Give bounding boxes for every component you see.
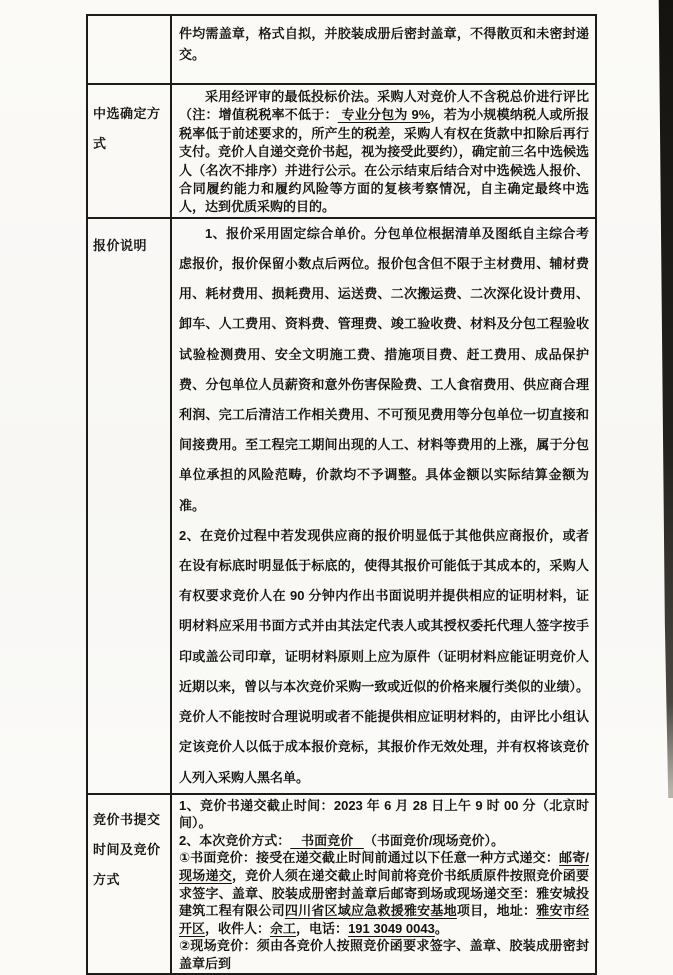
paragraph-selection-determination-method-0 [179, 88, 589, 217]
underlined-text-segment: 雅安市经开区 [179, 903, 589, 936]
text-segment: 1、竞价书递交截止时间：2023 年 6 月 28 日上午 9 时 00 分（北京时间）。 [179, 797, 589, 831]
table-row-continuation-sealing-requirement [87, 15, 596, 84]
row-content-continuation-sealing-requirement [171, 15, 596, 84]
text-segment: 2、在竞价过程中若发现供应商的报价明显低于其他供应商报价，或者在设有标底时明显低于标底的，使得其报价可能低于其成本的，采购人有权要求竞价人在 90 分钟内作出书面说明并提供相应的证明材料，证明材料应采用书面方式并由其法定代表人或其授权委托代理人签字按手印或盖公司印章，证明材料原则上应为原件（证明材料应能证明竞价人近期以来，曾以与本次竞价采购一致或近似的价格来履行类似的业绩）。竞价人不能按时合理说明或者不能提供相应证明材料的，由评比小组认定该竞价人以低于成本报价竞标，其报价作无效处理，并有权将该竞价人列入采购人黑名单。 [179, 527, 589, 785]
text-segment: ，收件人： [205, 920, 271, 936]
underlined-text-segment: 邮寄/现场递交 [179, 850, 589, 884]
paragraph-bid-submission-time-and-method-3 [179, 937, 589, 972]
underlined-text-segment: 佘工 [270, 920, 297, 936]
bidding-terms-table-body [87, 15, 596, 974]
text-segment: ，若为小规模纳税人或所报税率低于前述要求的，所产生的税差，采购人有权在货款中扣除后再行支付。竞价人自递交竞价书起，视为接受此要约），确定前三名中选候选人（名次不排序）并进行公示。在公示结束后结合对中选候选人报价、合同履约能力和履约风险等方面的复核考察情况，自主确定最终中选人，达到优质采购的目的。 [179, 107, 589, 215]
row-label-selection-determination-method: 中选确定方式 [87, 84, 171, 218]
row-label-continuation-sealing-requirement [87, 15, 171, 84]
paragraph-continuation-sealing-requirement-0 [179, 23, 589, 65]
table-row-bid-submission-time-and-method [87, 794, 596, 974]
text-segment: 。 [434, 920, 448, 936]
row-content-quotation-notes [171, 218, 596, 794]
underlined-text-segment: 191 3049 0043 [348, 920, 435, 936]
text-segment: 2、本次竞价方式： [179, 832, 291, 848]
paragraph-bid-submission-time-and-method-0 [179, 797, 589, 832]
paragraph-quotation-notes-1 [179, 521, 589, 793]
row-content-bid-submission-time-and-method [171, 794, 596, 974]
paragraph-bid-submission-time-and-method-2 [179, 849, 589, 937]
table-row-selection-determination-method [87, 84, 596, 218]
underlined-text-segment: 专业分包为 9% [337, 107, 431, 123]
scan-edge-shadow [639, 0, 673, 798]
text-segment: 件均需盖章，格式自拟，并胶装成册后密封盖章，不得散页和未密封递交。 [179, 26, 589, 62]
underlined-text-segment: 四川省区域应急救援雅安基地 [284, 903, 457, 919]
text-segment: ①书面竞价：接受在递交截止时间前通过以下任意一种方式递交： [179, 850, 560, 866]
text-segment: 项目，地址： [456, 903, 537, 919]
row-label-quotation-notes: 报价说明 [87, 218, 171, 794]
text-segment: ，电话： [296, 920, 349, 936]
text-segment: ，竞价人须在递交截止时间前将竞价书纸质原件按照竞价函要求签字、盖章、胶装成册密封盖章后邮寄到场或现场递交至：雅安城投建筑工程有限公司 [179, 868, 589, 919]
table-row-quotation-notes [87, 218, 596, 794]
text-segment: 1、报价采用固定综合单价。分包单位根据清单及图纸自主综合考虑报价，报价保留小数点后两位。报价包含但不限于主材费用、辅材费用、耗材费用、损耗费用、运送费、二次搬运费、二次深化设计费用、卸车、人工费用、资料费、管理费、竣工验收费、材料及分包工程验收试验检测费用、安全文明施工费、措施项目费、赶工费用、成品保护费、分包单位人员薪资和意外伤害保险费、工人食宿费用、供应商合理利润、完工后清洁工作相关费用、不可预见费用等分包单位一切直接和间接费用。至工程完工期间出现的人工、材料等费用的上涨，属于分包单位承担的风险范畴，价款均不予调整。具体金额以实际结算金额为准。 [179, 225, 589, 513]
paragraph-bid-submission-time-and-method-1 [179, 832, 589, 850]
underlined-text-segment: 书面竞价 [290, 832, 364, 848]
text-segment: （书面竞价/现场竞价）。 [363, 832, 505, 848]
text-segment: 采用经评审的最低投标价法。采购人对竞价人不含税总价进行评比（注：增值税税率不低于： [179, 89, 589, 123]
paragraph-quotation-notes-0 [179, 219, 589, 521]
row-label-bid-submission-time-and-method: 竞价书提交时间及竞价方式 [87, 794, 171, 974]
text-segment: ②现场竞价：须由各竞价人按照竞价函要求签字、盖章、胶装成册密封盖章后到 [179, 938, 589, 972]
row-content-selection-determination-method [171, 84, 596, 218]
bidding-terms-table [86, 14, 597, 975]
